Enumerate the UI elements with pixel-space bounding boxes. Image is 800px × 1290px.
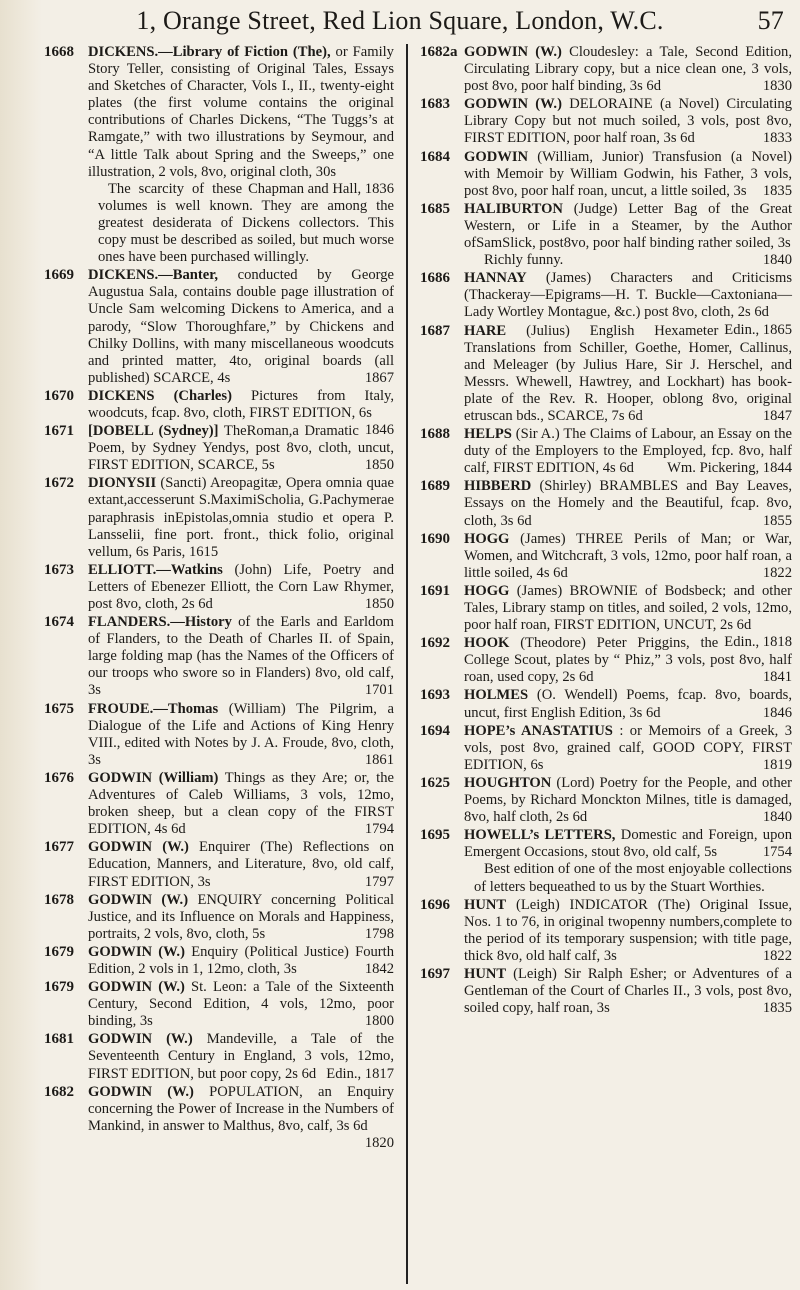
catalogue-entry (44, 423, 394, 474)
entry-date: 1861 (364, 751, 394, 768)
entry-description: (William, Junior) Transfusion (a Novel) with Memoir by William Godwin, his Father, 3 vols, post 8vo, poor half roan, uncut, a little soiled, 3s (464, 148, 792, 199)
lot-number: 1679 (44, 979, 74, 996)
entry-title: ELLIOTT.—Watkins (88, 561, 223, 578)
entry-title: GODWIN (W.) (88, 943, 185, 960)
entry-date: 1835 (762, 1000, 792, 1017)
entry-title: HARE (464, 322, 507, 339)
lot-number: 1697 (420, 965, 450, 982)
lot-number: 1682a (420, 44, 458, 60)
entry-date: 1701 (364, 682, 394, 699)
catalogue-entry (44, 839, 394, 890)
column-divider (406, 44, 408, 1284)
lot-number: 1691 (420, 582, 450, 599)
entry-date: 1840 (762, 252, 792, 269)
catalogue-entry (420, 966, 792, 1017)
entry-description: TheRoman,a Dramatic Poem, by Sydney Yendys, post 8vo, cloth, uncut, FIRST EDITION, SCARCE, 5s (88, 423, 394, 474)
entry-date: 1800 (364, 1013, 394, 1030)
entry-date: 1820 (364, 1134, 394, 1151)
page-edge-stain (0, 0, 42, 1290)
entry-description: Mandeville, a Tale of the Seventeenth Century in England, 3 vols, 12mo, FIRST EDITION, but poor copy, 2s 6d (88, 1031, 394, 1082)
entry-date: 1830 (762, 78, 792, 95)
lot-number: 1696 (420, 896, 450, 913)
lot-number: 1677 (44, 839, 74, 856)
entry-date: Edin., 1865 (724, 321, 792, 338)
right-column (420, 44, 792, 1284)
catalogue-entry (420, 323, 792, 426)
catalogue-entry (44, 562, 394, 613)
entry-title: HELPS (464, 426, 512, 443)
lot-number: 1679 (44, 943, 74, 960)
entry-description: POPULATION, an Enquiry concerning the Power of Increase in the Numbers of Mankind, in answer to Malthus, 8vo, calf, 3s 6d (88, 1083, 394, 1134)
page-number: 57 (757, 6, 784, 35)
lot-number: 1674 (44, 614, 74, 631)
entry-description: (Shirley) BRAMBLES and Bay Leaves, Essays on the Homely and the Beautiful, fcap. 8vo, cloth, 3s 6d (464, 478, 792, 529)
entry-title: HOGG (464, 582, 510, 599)
catalogue-entry (420, 687, 792, 721)
lot-number: 1693 (420, 687, 450, 704)
catalogue-entry (420, 478, 792, 529)
catalogue-columns (44, 44, 792, 1284)
entry-description: Domestic and Foreign, upon Emergent Occasions, stout 8vo, old calf, 5s (464, 827, 792, 861)
catalogue-entry (420, 96, 792, 147)
entry-description: Cloudesley: a Tale, Second Edition, Circulating Library copy, but a nice clean one, 3 vols, post 8vo, poor half binding, 3s 6d (464, 44, 792, 95)
lot-number: 1695 (420, 827, 450, 844)
catalogue-entry (420, 426, 792, 477)
entry-title: DICKENS.—Banter, (88, 267, 219, 284)
entry-date: 1833 (762, 130, 792, 147)
entry-description: (Sancti) Areopagitæ, Opera omnia quae extant,accesserunt S.MaximiScholia, G.Pachymerae paraphrasis inEpistolas,omnia studio et opera P. Lansselii, fine port. front., thick folio, original vellum, 6s Paris, 1615 (88, 475, 394, 560)
entry-description: (James) Characters and Criticisms (Thackeray—Epigrams—H. T. Buckle—Caxtoniana—Lady Wortley Montague, &c.) post 8vo, cloth, 2s 6d (464, 270, 792, 321)
entry-title: HALIBURTON (464, 200, 563, 217)
entry-description: Things as they Are; or, the Adventures of Caleb Williams, 3 vols, 12mo, broken sheep, but a clean copy of the FIRST EDITION, 4s 6d (88, 769, 394, 838)
catalogue-entry (420, 897, 792, 965)
entry-title: HUNT (464, 965, 507, 982)
left-column (44, 44, 394, 1284)
entry-title: GODWIN (W.) (88, 979, 185, 996)
catalogue-entry (44, 701, 394, 769)
entry-description: ENQUIRY concerning Political Justice, and its Influence on Morals and Happiness, portraits, 2 vols, 8vo, cloth, 5s (88, 891, 395, 942)
entry-title: [DOBELL (Sydney)] (88, 423, 219, 440)
entry-description: (William) The Pilgrim, a Dialogue of the Life and Actions of King Henry VIII., edited with Notes by J. A. Froude, 8vo, cloth, 3s (88, 700, 394, 768)
lot-number: 1684 (420, 148, 450, 165)
entry-date: 1840 (762, 809, 792, 826)
entry-note: Richly funny. (484, 252, 564, 269)
catalogue-entry (44, 979, 394, 1030)
lot-number: 1678 (44, 891, 74, 908)
entry-date: Chapman and Hall, 1836 (248, 180, 394, 197)
entry-date: 1855 (762, 512, 792, 529)
entry-date: 1842 (364, 960, 394, 977)
entry-title: GODWIN (464, 148, 529, 165)
entry-description: (Lord) Poetry for the People, and other Poems, by Richard Monckton Milnes, title is damaged, 8vo, half cloth, 2s 6d (464, 774, 792, 826)
entry-date: 1794 (364, 821, 394, 838)
catalogue-entry (44, 770, 394, 838)
entry-title: GODWIN (W.) (88, 839, 189, 856)
entry-note: Best edition of one of the most enjoyable collections of letters bequeathed to us by the Stuart Worthies. (474, 861, 792, 895)
entry-title: HOLMES (464, 687, 529, 704)
entry-title: GODWIN (W.) (464, 96, 562, 113)
lot-number: 1671 (44, 423, 74, 440)
lot-number: 1672 (44, 475, 74, 492)
entry-date: 1846 (364, 422, 394, 439)
entry-date: 1754 (762, 844, 792, 861)
lot-number: 1676 (44, 769, 74, 786)
entry-title: HOWELL’s LETTERS, (464, 827, 616, 844)
entry-description: : or Memoirs of a Greek, 3 vols, post 8vo, grained calf, GOOD COPY, FIRST EDITION, 6s (464, 722, 793, 773)
entry-description: Enquiry (Political Justice) Fourth Edition, 2 vols in 1, 12mo, cloth, 3s (88, 943, 394, 977)
catalogue-entry (420, 635, 792, 686)
entry-date: 1850 (364, 457, 394, 474)
entry-title: HIBBERD (464, 478, 532, 495)
entry-title: DICKENS (Charles) (88, 387, 232, 404)
catalogue-entry (44, 614, 394, 699)
entry-title: GODWIN (W.) (464, 44, 562, 60)
entry-note: The scarcity of these volumes is well known. They are among the greatest desiderata of Dickens collectors. This copy must be described as soiled, but much worse ones have been purchased willingly. (98, 180, 394, 266)
catalogue-entry (44, 944, 394, 978)
entry-description: or Family Story Teller, consisting of Original Tales, Essays and Sketches of Character, Vols I., II., twenty-eight plates (the first volume contains the original contributions of Charles Dickens, “The Tuggs’s at Ramgate,” with two illustrations by Seymour, and “A little Talk about Spring and the Sweeps,” one illustration, 2 vols, 8vo, original cloth, 30s (88, 44, 394, 180)
entry-date: Wm. Pickering, 1844 (667, 460, 792, 477)
entry-title: HOGG (464, 530, 510, 547)
entry-description: (Sir A.) The Claims of Labour, an Essay on the duty of the Employers to the Employed, fcp. 8vo, half calf, FIRST EDITION, 4s 6d (464, 426, 792, 477)
entry-description: of the Earls and Earldom of Flanders, to the Death of Charles II. of Spain, large folding map (has the Names of the Officers of our troops who swore so in Flanders) 8vo, old calf, 3s (88, 614, 394, 699)
lot-number: 1694 (420, 722, 450, 739)
entry-date: 1850 (364, 596, 394, 612)
catalogue-entry (420, 827, 792, 895)
entry-date: 1822 (762, 564, 792, 581)
catalogue-entry (420, 201, 792, 269)
header-address: 1, Orange Street, Red Lion Square, London, W.C. (136, 6, 664, 35)
catalogue-entry (44, 44, 394, 266)
entry-description: (Leigh) Sir Ralph Esher; or Adventures of a Gentleman of the Court of Charles II., 3 vols, post 8vo, soiled copy, half roan, 3s (464, 965, 792, 1017)
entry-description: (James) THREE Perils of Man; or War, Women, and Witchcraft, 3 vols, 12mo, poor half roan, a little soiled, 4s 6d (464, 530, 792, 581)
entry-description: St. Leon: a Tale of the Sixteenth Century, Second Edition, 4 vols, 12mo, poor binding, 3s (88, 979, 395, 1030)
entry-description: (John) Life, Poetry and Letters of Ebenezer Elliott, the Corn Law Rhymer, post 8vo, cloth, 2s 6d (88, 561, 394, 612)
entry-title: FLANDERS.—History (88, 614, 232, 631)
entry-title: DIONYSII (88, 475, 157, 492)
entry-title: HUNT (464, 896, 507, 913)
catalogue-entry (420, 531, 792, 582)
catalogue-entry (420, 149, 792, 200)
catalogue-entry (44, 1083, 394, 1151)
entry-description: (Julius) English Hexameter Translations from Schiller, Goethe, Homer, Callinus, and Meleager (by Julius Hare, Sir J. Herschel, and Messrs. Whewell, Hawtrey, and Lockhart) has book-plate of the Rev. R. Hooper, oblong 8vo, original etruscan bds., SCARCE, 7s 6d (464, 322, 792, 424)
lot-number: 1682 (44, 1083, 74, 1100)
entry-description: DELORAINE (a Novel) Circulating Library Copy but not much soiled, 3 vols, post 8vo, FIRST EDITION, poor half roan, 3s 6d (464, 96, 792, 147)
lot-number: 1690 (420, 530, 450, 547)
catalogue-entry (44, 892, 394, 943)
entry-title: HANNAY (464, 270, 527, 287)
entry-date: 1822 (762, 947, 792, 964)
entry-title: HOUGHTON (464, 774, 552, 791)
entry-title: GODWIN (W.) (88, 1031, 193, 1048)
lot-number: 1669 (44, 267, 74, 284)
entry-date: 1846 (762, 704, 792, 721)
entry-description: Pictures from Italy, woodcuts, fcap. 8vo, cloth, FIRST EDITION, 6s (88, 387, 394, 421)
entry-description: (O. Wendell) Poems, fcap. 8vo, boards, uncut, first English Edition, 3s 6d (464, 687, 792, 721)
entry-date: 1819 (762, 756, 792, 773)
lot-number: 1685 (420, 200, 450, 217)
catalogue-entry (44, 267, 394, 387)
entry-description: (Judge) Letter Bag of the Great Western, or Life in a Steamer, by the Author ofSamSlick, post8vo, poor half binding rather soiled, 3s (464, 200, 793, 252)
entry-date: 1847 (762, 407, 792, 424)
entry-date: 1798 (364, 925, 394, 942)
lot-number: 1673 (44, 561, 74, 578)
entry-title: DICKENS.—Library of Fiction (The), (88, 44, 331, 60)
lot-number: 1670 (44, 387, 74, 404)
lot-number: 1686 (420, 270, 450, 287)
lot-number: 1688 (420, 426, 450, 443)
entry-description: conducted by George Augustua Sala, contains double page illustration of Uncle Sam welcoming Dickens to America, and a parody, “Slow Thoroughfare,” by Chickens and Chilky Dollins, with many miscellaneous woodcuts and printed matter, 4to, original boards (all published) SCARCE, 4s (88, 267, 394, 386)
entry-description: Enquirer (The) Reflections on Education, Manners, and Literature, 8vo, old calf, FIRST EDITION, 3s (88, 839, 395, 890)
lot-number: 1681 (44, 1031, 74, 1048)
catalogue-entry (44, 475, 394, 560)
catalogue-entry (420, 775, 792, 826)
entry-title: FROUDE.—Thomas (88, 700, 219, 717)
entry-date: Edin., 1818 (724, 634, 792, 651)
entry-date: Edin., 1817 (326, 1065, 394, 1082)
entry-description: (James) BROWNIE of Bodsbeck; and other Tales, Library stamp on titles, and soiled, 2 vols, 12mo, poor half roan, FIRST EDITION, UNCUT, 2s 6d (464, 582, 793, 634)
entry-date: 1797 (364, 873, 394, 890)
entry-title: HOOK (464, 635, 510, 652)
lot-number: 1687 (420, 322, 450, 339)
lot-number: 1675 (44, 700, 74, 717)
catalogue-entry (420, 44, 792, 95)
entry-description: (Theodore) Peter Priggins, the College Scout, plates by “ Phiz,” 3 vols, post 8vo, half roan, used copy, 2s 6d (464, 635, 792, 686)
lot-number: 1625 (420, 774, 450, 791)
lot-number: 1692 (420, 635, 450, 652)
page-header (0, 6, 800, 36)
catalogue-entry (420, 723, 792, 774)
entry-title: GODWIN (W.) (88, 891, 189, 908)
lot-number: 1689 (420, 478, 450, 495)
entry-title: HOPE’s ANASTATIUS (464, 722, 613, 739)
entry-description: (Leigh) INDICATOR (The) Original Issue, Nos. 1 to 76, in original twopenny numbers,complete to the period of its temporary suspension; with title page, thick 8vo, old half calf, 3s (464, 896, 792, 964)
entry-date: 1835 (762, 182, 792, 199)
catalogue-entry (44, 1031, 394, 1082)
lot-number: 1683 (420, 96, 450, 113)
lot-number: 1668 (44, 44, 74, 60)
entry-title: GODWIN (W.) (88, 1083, 194, 1100)
entry-title: GODWIN (William) (88, 769, 219, 786)
entry-date: 1841 (762, 669, 792, 686)
entry-date: 1867 (364, 369, 394, 386)
